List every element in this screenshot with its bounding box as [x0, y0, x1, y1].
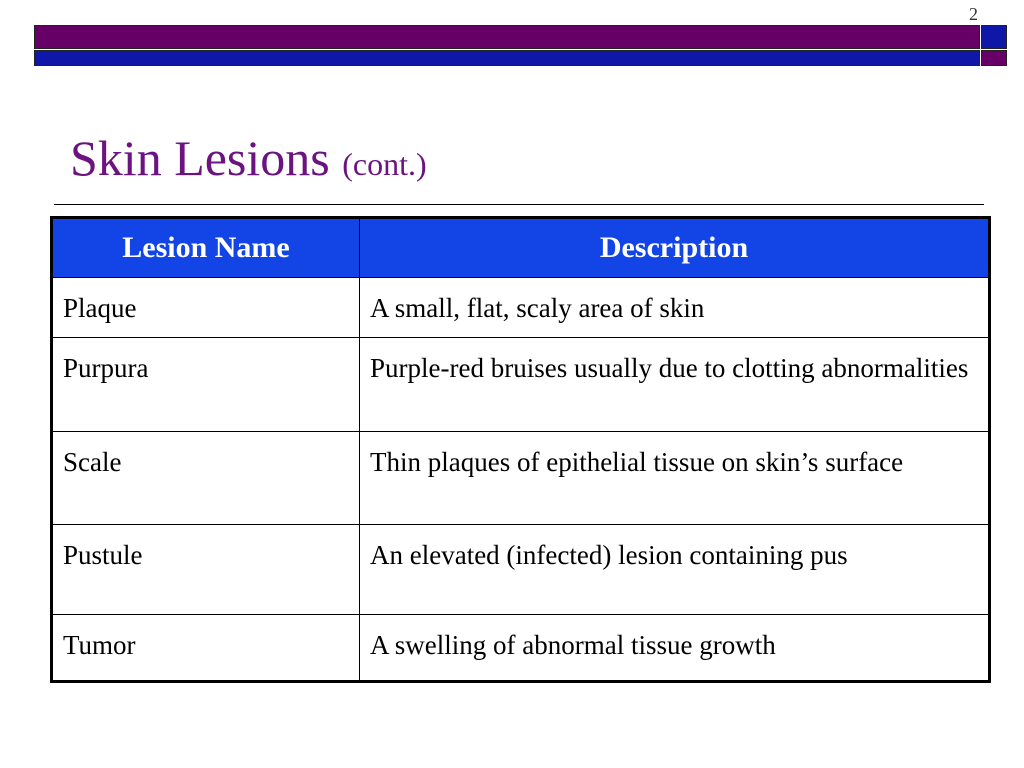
table-row: [52, 338, 990, 432]
lesions-table: [50, 216, 991, 683]
slide-title: [70, 128, 427, 194]
header-band-purple: [34, 25, 980, 49]
lesion-name-cell: Scale: [52, 432, 360, 525]
description-cell: Thin plaques of epithelial tissue on skin’s surface: [360, 432, 990, 525]
description-cell: An elevated (infected) lesion containing pus: [360, 525, 990, 615]
description-cell: A swelling of abnormal tissue growth: [360, 615, 990, 682]
lesion-name-cell: Plaque: [52, 278, 360, 338]
description-cell: A small, flat, scaly area of skin: [360, 278, 990, 338]
slide-title-sub: (cont.): [342, 146, 427, 182]
description-cell: Purple-red bruises usually due to clotting abnormalities: [360, 338, 990, 432]
corner-square-blue: [981, 25, 1007, 49]
column-header-lesion-name: Lesion Name: [52, 218, 360, 278]
lesion-name-cell: Pustule: [52, 525, 360, 615]
table-row: [52, 525, 990, 615]
table-row: [52, 432, 990, 525]
column-header-description: Description: [360, 218, 990, 278]
table-header-row: [52, 218, 990, 278]
table-row: [52, 615, 990, 682]
title-divider: [54, 204, 984, 205]
lesion-name-cell: Tumor: [52, 615, 360, 682]
corner-square-purple: [981, 50, 1007, 66]
table-row: [52, 278, 990, 338]
slide-title-main: Skin Lesions: [70, 130, 330, 186]
lesion-name-cell: Purpura: [52, 338, 360, 432]
header-band-blue: [34, 50, 980, 66]
slide-number: 2: [969, 4, 978, 24]
